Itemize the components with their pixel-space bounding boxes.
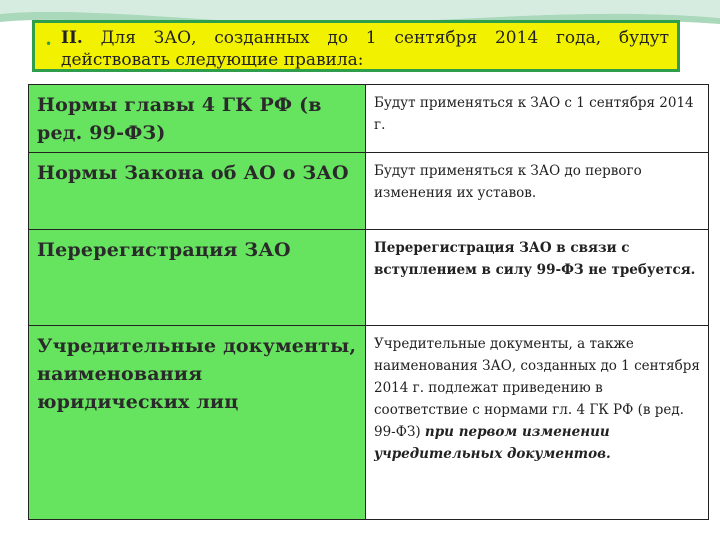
header-text-1: Для ЗАО, созданных до 1 сентября 2014 года, будут xyxy=(100,28,670,48)
bullet-icon: • xyxy=(45,37,53,51)
rules-table xyxy=(28,84,709,520)
row-3-value: Перерегистрация ЗАО в связи с вступлением в силу 99-ФЗ не требуется. xyxy=(366,230,708,326)
row-3-label: Перерегистрация ЗАО xyxy=(29,230,366,326)
section-header xyxy=(32,20,680,72)
row-4-label: Учредительные документы, наименования юридических лиц xyxy=(29,326,366,519)
row-2-value: Будут применяться к ЗАО до первого изменения их уставов. xyxy=(366,153,708,230)
row-1-label: Нормы главы 4 ГК РФ (в ред. 99-ФЗ) xyxy=(29,85,366,153)
row-1-value: Будут применяться к ЗАО с 1 сентября 2014 г. xyxy=(366,85,708,153)
header-line-1 xyxy=(61,27,669,49)
header-line-2: действовать следующие правила: xyxy=(61,50,364,70)
section-number: II. xyxy=(61,28,83,48)
row-2-label: Нормы Закона об АО о ЗАО xyxy=(29,153,366,230)
row-4-value-text: Учредительные документы, а также наименования ЗАО, созданных до 1 сентября 2014 г. подлежат приведению в соответствие с нормами гл. 4 ГК РФ (в ред. 99-ФЗ) xyxy=(374,336,700,440)
row-4-value xyxy=(366,326,708,519)
row-4-value-emphasis: при первом изменении учредительных документов. xyxy=(374,424,611,462)
